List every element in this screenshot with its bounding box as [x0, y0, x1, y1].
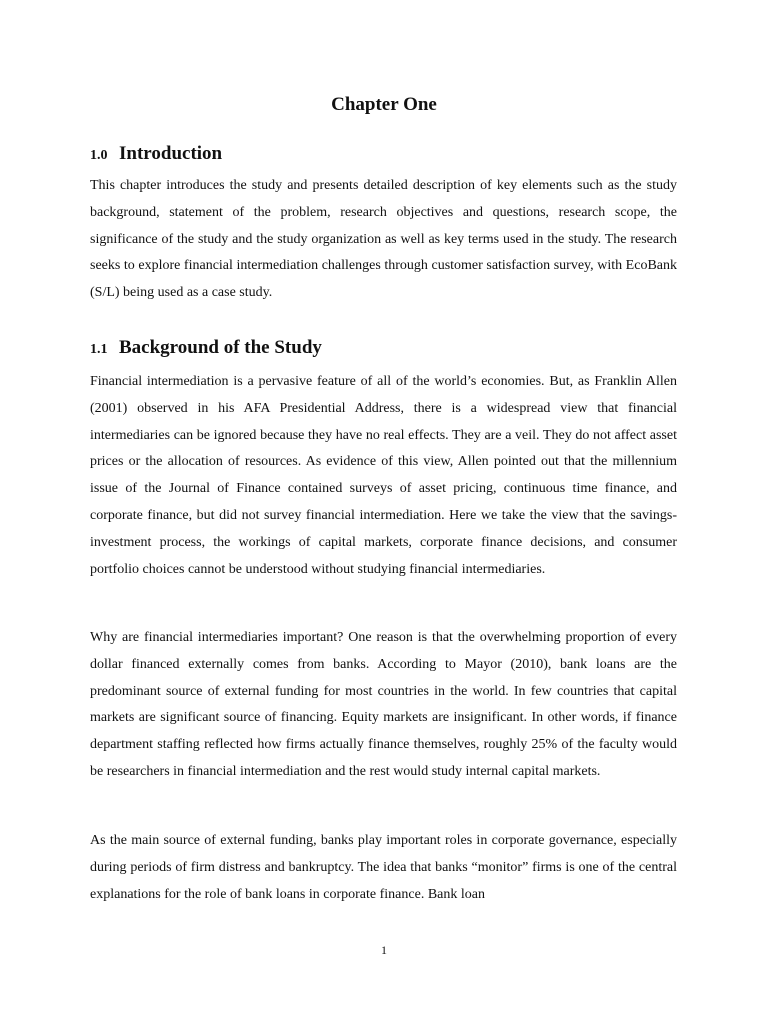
- section-number: 1.1: [90, 342, 108, 357]
- section-heading-introduction: [90, 141, 680, 169]
- paragraph-background-3: As the main source of external funding, banks play important roles in corporate governance, especially during periods of firm distress and bankruptcy. The idea that banks “monitor” firms is one of the central explanations for the role of bank loans in corporate finance. Bank loan: [90, 833, 677, 902]
- paragraph-introduction: This chapter introduces the study and presents detailed description of key elements such as the study background, statement of the problem, research objectives and questions, research scope, the significance of the study and the study organization as well as key terms used in the study. The research seeks to explore financial intermediation challenges through customer satisfaction survey, with EcoBank (S/L) being used as a case study.: [90, 178, 677, 301]
- section-title: Background of the Study: [119, 337, 322, 358]
- section-number: 1.0: [90, 148, 108, 163]
- section-heading-background: [90, 335, 680, 363]
- paragraph-background-1: Financial intermediation is a pervasive feature of all of the world’s economies. But, as Franklin Allen (2001) observed in his AFA Presidential Address, there is a widespread view that financial intermediaries can be ignored because they have no real effects. They are a veil. They do not affect asset prices or the allocation of resources. As evidence of this view, Allen pointed out that the millennium issue of the Journal of Finance contained surveys of asset pricing, continuous time finance, and corporate finance, but did not survey financial intermediation. Here we take the view that the savings-investment process, the workings of capital markets, corporate finance decisions, and consumer portfolio choices cannot be understood without studying financial intermediaries.: [90, 374, 677, 577]
- paragraph-background-2: Why are financial intermediaries important? One reason is that the overwhelming proportion of every dollar financed externally comes from banks. According to Mayor (2010), bank loans are the predominant source of external funding for most countries in the world. In few countries that capital markets are significant source of financing. Equity markets are insignificant. In other words, if finance department staffing reflected how firms actually finance themselves, roughly 25% of the faculty would be researchers in financial intermediation and the rest would study internal capital markets.: [90, 630, 677, 779]
- section-title: Introduction: [119, 143, 223, 164]
- page-number: 1: [381, 943, 387, 957]
- chapter-title: Chapter One: [331, 94, 437, 115]
